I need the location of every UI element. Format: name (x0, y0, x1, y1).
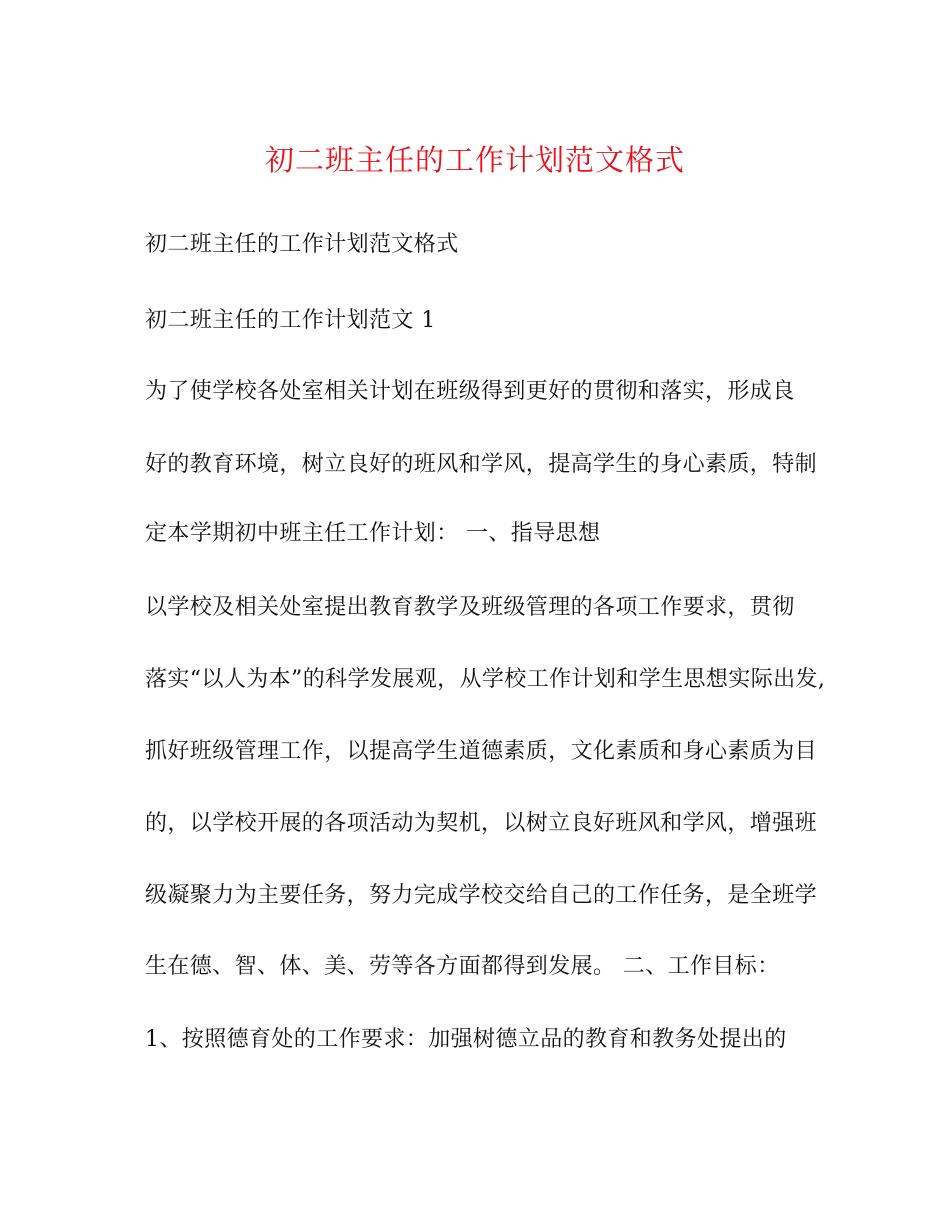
text-line-5: 定本学期初中班主任工作计划： 一、指导思想 (145, 521, 601, 546)
text-line-10: 级凝聚力为主要任务，努力完成学校交给自己的工作任务，是全班学 (145, 883, 818, 908)
text-line-6: 以学校及相关处室提出教育教学及班级管理的各项工作要求，贯彻 (145, 595, 795, 620)
text-line-9: 的，以学校开展的各项活动为契机，以树立良好班风和学风，增强班 (145, 811, 818, 836)
text-line-7: 落实“以人为本”的科学发展观，从学校工作计划和学生思想实际出发, (145, 667, 826, 692)
text-line-4: 好的教育环境，树立良好的班风和学风，提高学生的身心素质，特制 (145, 452, 818, 477)
document-title: 初二班主任的工作计划范文格式 (264, 143, 685, 177)
text-line-12: 1、按照德育处的工作要求：加强树德立品的教育和教务处提出的 (145, 1027, 787, 1052)
text-line-2: 初二班主任的工作计划范文 1 (145, 308, 436, 333)
text-line-8: 抓好班级管理工作，以提高学生道德素质，文化素质和身心素质为目 (145, 739, 818, 764)
text-line-3: 为了使学校各处室相关计划在班级得到更好的贯彻和落实，形成良 (145, 379, 795, 404)
text-line-11: 生在德、智、体、美、劳等各方面都得到发展。 二、工作目标： (145, 954, 780, 979)
text-line-1: 初二班主任的工作计划范文格式 (145, 232, 459, 257)
